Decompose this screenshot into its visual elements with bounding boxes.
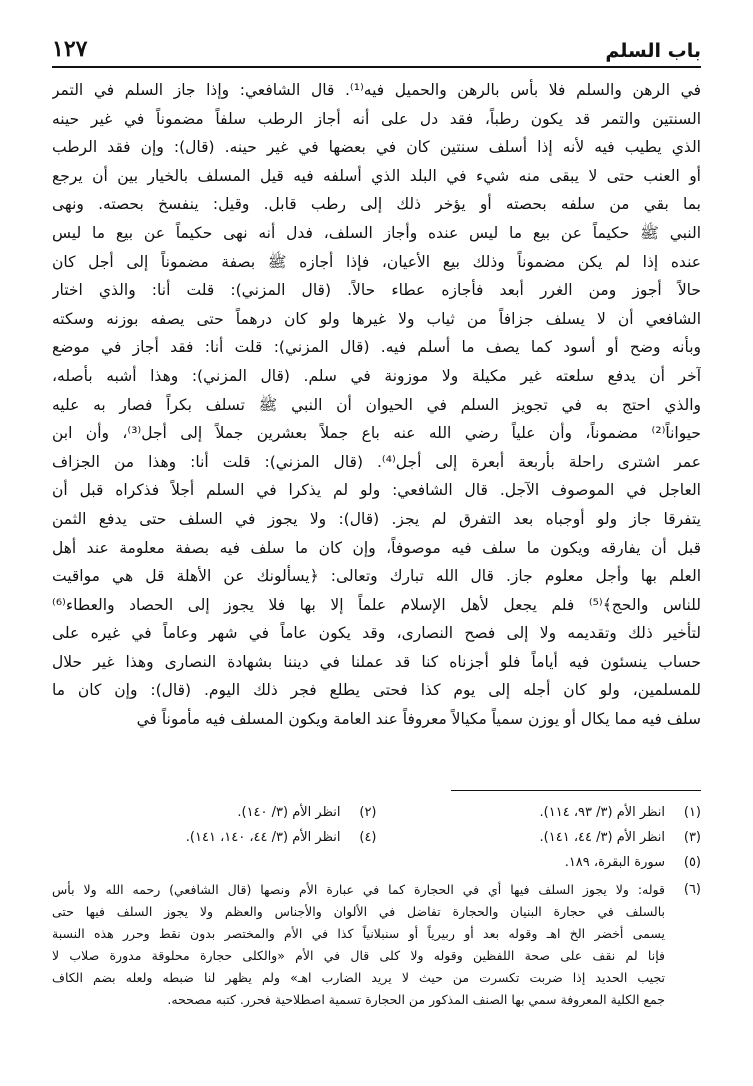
- footnote-row: [52, 850, 701, 875]
- footnote-line: جمع الكلية المعروفة سمي بها الصنف المذكور من الحجارة تسمية اصطلاحية فحرر. كتبه مصححه.: [167, 992, 665, 1007]
- text-line: يتفرقا جاز ولو أوجباه بعد التفرق لم يجز. (قال): ولا يجوز في السلف حتى يدفع الثمن: [52, 509, 701, 528]
- text-line: العاجل في الموصوف الآجل. قال الشافعي: ولو لم يذكرا في السلم أجلاً فذكراه قبل أن: [52, 481, 701, 500]
- footnote-line: بالسلف في حجارة البنيان والحجارة تفاضل في الألوان والأجناس والعظم ولا يجوز السلف فيها حتى: [52, 904, 665, 919]
- footnote-4: [52, 825, 377, 850]
- text-line: قبل أن يفارقه ويكون ما سلف فيه موصوفاً، وإن كان ما سلف فيه بصفة معلومة عند أهل: [52, 538, 701, 557]
- footnote-text: انظر الأم (٣/ ٤٤، ١٤٠، ١٤١).: [185, 830, 341, 845]
- text-line: حساب ينسئون فيه أياماً فلو أجزناه كنا قد عملنا في ديننا بشهادة النصارى وهذا غير حلال: [52, 652, 701, 671]
- footnotes: [52, 800, 701, 1011]
- text-line: وبأنه وضح أو أسود كما يصف ما أسلم فيه. (قال المزني): قلت أنا: فقد أجاز في موضع: [52, 338, 701, 357]
- footnote-number: (٢): [359, 805, 377, 820]
- footnote-text: انظر الأم (٣/ ٩٣، ١١٤).: [539, 805, 665, 820]
- header-divider: [52, 66, 701, 68]
- footnote-line: قوله: ولا يجوز السلف فيها أي في الحجارة كما في عبارة الأم ونصها (قال الشافعي) رحمه الله ولا بأس: [52, 882, 665, 897]
- text-line: عمر اشترى راحلة بأربعة أبعرة إلى أجل⁽⁴⁾. (قال المزني): قلت أنا: وهذا من الجزاف: [52, 452, 701, 471]
- footnote-text: انظر الأم (٣/ ٤٤، ١٤١).: [539, 830, 665, 845]
- text-line: سلف فيه مما يكال أو يوزن سمياً مكيالاً معروفاً عند العامة ويكون المسلف فيه مأموناً في: [136, 710, 701, 729]
- footnote-1: [377, 800, 702, 825]
- footnote-number: (١): [683, 805, 701, 820]
- page-header: [52, 26, 701, 62]
- footnote-line: تجيب الحديد إذا ضربت تكسرت من حيث لا يريد الضارب اهـ» ولم يظهر لنا ضبطه ولعله بضم الكاف: [52, 970, 665, 985]
- footnote-line: فإنا لم نقف على صحة اللفظين وقوله ولا كلى قال في الأم «والكلى حجارة محلوقة مدورة صلاب لا: [52, 948, 665, 963]
- footnote-number: (٣): [683, 830, 701, 845]
- footnote-number: (٤): [359, 830, 377, 845]
- section-title: باب السلم: [605, 40, 701, 62]
- text-line: العلم بها وأجل معلوم جاز. قال الله تبارك وتعالى: ﴿يسألونك عن الأهلة قل هي مواقيت: [52, 567, 701, 586]
- footnote-row: [52, 825, 701, 850]
- main-text: [52, 76, 701, 734]
- footnote-3: [377, 825, 702, 850]
- footnote-2: [52, 800, 377, 825]
- footnote-line: يسمى أخضر الخ اهـ وقوله بعد أو ربيرياً أو سنبلانياً كذا في الأم والمختصر بدون نقط وحرر هذه النسبة: [52, 926, 665, 941]
- text-line: حيواناً⁽²⁾ مضموناً، وأن علياً رضي الله عنه باع جملاً بعشرين جملاً إلى أجل⁽³⁾، وأن ابن: [52, 424, 701, 443]
- footnote-divider: [451, 790, 701, 791]
- text-line: لتأخير ذلك وتقديمه ولا إلى فصح النصارى، وقد يكون عاماً في شهر وعاماً في غيره على: [52, 624, 701, 643]
- footnote-row: [52, 800, 701, 825]
- text-line: النبي ﷺ حكيماً عن بيع ما ليس عنده وأجاز السلف، فدل أنه نهى حكيماً عن بيع ما ليس: [52, 223, 701, 242]
- text-line: للمسلمين، ولو كان أجله إلى يوم كذا فحتى يطلع فجر ذلك اليوم. (قال): وإن كان ما: [52, 681, 701, 700]
- footnote-6: [52, 879, 701, 1011]
- text-line: للناس والحج﴾⁽⁵⁾ فلم يجعل لأهل الإسلام علماً إلا بها فلا يجوز إلى الحصاد والعطاء⁽⁶⁾: [52, 595, 701, 614]
- text-line: عنده إذا لم يكن مضموناً وذلك بيع الأعيان، فإذا أجازه ﷺ بصفة مضموناً إلى أجل كان: [52, 252, 701, 271]
- text-line: أو العنب حتى لا يبقى منه شيء في البلد الذي أسلفه فيه قيل المسلف بالخيار بين أن يرجع: [52, 166, 701, 185]
- footnote-number: (٦): [683, 882, 701, 897]
- text-line: الشافعي أن لا يسلف جزافاً من ثياب ولا غيرها ولو كان درهماً حتى يصفه بوزنه وسكته: [52, 309, 701, 328]
- text-line: آخر أن يدفع سلعته غير مكيلة ولا موزونة في سلم. (قال المزني): وهذا أشبه بأصله،: [52, 366, 701, 385]
- footnote-text: انظر الأم (٣/ ١٤٠).: [237, 805, 341, 820]
- footnote-6-text: [52, 879, 665, 1011]
- page-number: ١٢٧: [52, 36, 88, 62]
- text-line: بما بقي من سلفه بحصته أو يؤخر ذلك إلى رطب قابل. وقيل: ينفسخ بحصته. ونهى: [52, 195, 701, 214]
- text-line: الذي يطيب فيه لأنه إذا أسلف سنتين كان في بعضها في غير حينه. (قال): وإن فقد الرطب: [52, 138, 701, 157]
- text-line: السنتين والتمر قد يكون رطباً، فقد دل على أنه أجاز الرطب سلفاً مضموناً في غير حينه: [52, 109, 701, 128]
- text-line: في الرهن والسلم فلا بأس بالرهن والحميل فيه⁽¹⁾. قال الشافعي: وإذا جاز السلم في التمر: [52, 81, 701, 99]
- text-line: والذي احتج به في تجويز السلم في الحيوان أن النبي ﷺ تسلف بكراً فصار به عليه: [52, 395, 701, 414]
- footnote-5: [377, 850, 702, 875]
- footnote-number: (٥): [683, 855, 701, 870]
- text-line: حالاً أجوز ومن الغرر أبعد فأجازه عطاء حالاً. (قال المزني): قلت أنا: والذي اختار: [52, 281, 701, 300]
- footnote-text: سورة البقرة، ١٨٩.: [564, 855, 665, 870]
